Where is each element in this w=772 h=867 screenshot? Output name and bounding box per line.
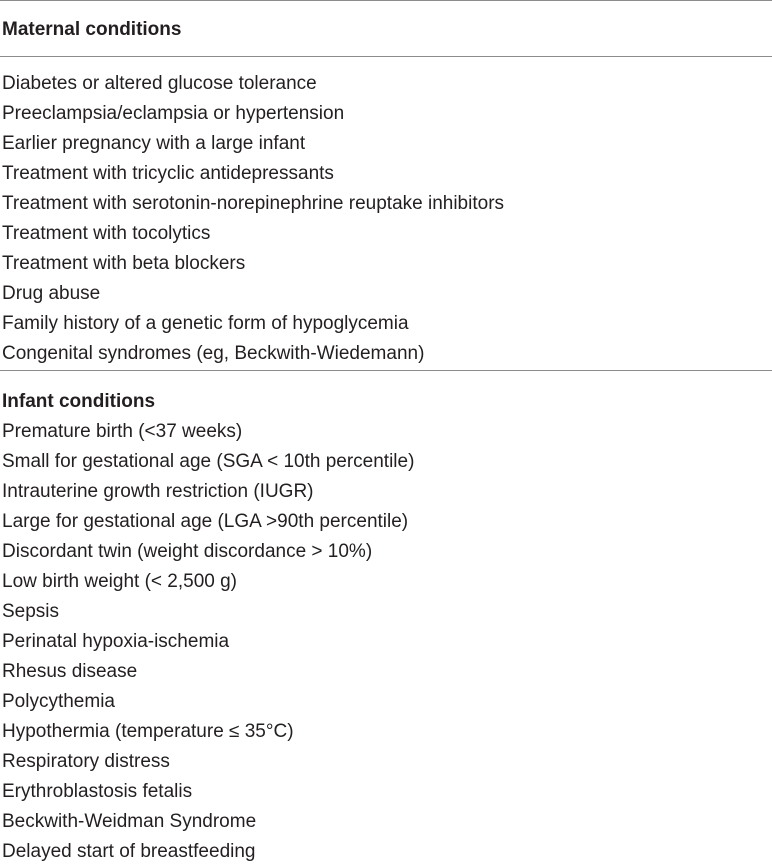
list-item: Rhesus disease — [2, 661, 138, 682]
list-item: Delayed start of breastfeeding — [2, 841, 256, 862]
list-item: Large for gestational age (LGA >90th percentile) — [2, 511, 409, 532]
maternal-conditions-header: Maternal conditions — [2, 19, 182, 40]
infant-conditions-list — [2, 417, 414, 867]
list-item: Treatment with tocolytics — [2, 223, 211, 244]
infant-conditions-header: Infant conditions — [2, 391, 156, 412]
list-item: Small for gestational age (SGA < 10th percentile) — [2, 451, 415, 472]
maternal-header-rule — [0, 56, 772, 57]
list-item: Intrauterine growth restriction (IUGR) — [2, 481, 314, 502]
list-item: Treatment with tricyclic antidepressants — [2, 163, 334, 184]
list-item: Drug abuse — [2, 283, 101, 304]
list-item: Earlier pregnancy with a large infant — [2, 133, 306, 154]
list-item: Sepsis — [2, 601, 60, 622]
top-rule — [0, 0, 772, 1]
section-divider-rule — [0, 370, 772, 371]
list-item: Treatment with beta blockers — [2, 253, 246, 274]
list-item: Premature birth (<37 weeks) — [2, 421, 243, 442]
list-item: Diabetes or altered glucose tolerance — [2, 73, 317, 94]
list-item: Perinatal hypoxia-ischemia — [2, 631, 230, 652]
list-item: Erythroblastosis fetalis — [2, 781, 193, 802]
list-item: Preeclampsia/eclampsia or hypertension — [2, 103, 345, 124]
list-item: Beckwith-Weidman Syndrome — [2, 811, 257, 832]
list-item: Low birth weight (< 2,500 g) — [2, 571, 237, 592]
list-item: Treatment with serotonin-norepinephrine reuptake inhibitors — [2, 193, 505, 214]
list-item: Discordant twin (weight discordance > 10%) — [2, 541, 373, 562]
list-item: Congenital syndromes (eg, Beckwith-Wiedemann) — [2, 343, 425, 364]
list-item: Family history of a genetic form of hypoglycemia — [2, 313, 409, 334]
maternal-conditions-list — [2, 69, 504, 369]
list-item: Hypothermia (temperature ≤ 35°C) — [2, 721, 294, 742]
list-item: Respiratory distress — [2, 751, 170, 772]
list-item: Polycythemia — [2, 691, 115, 712]
